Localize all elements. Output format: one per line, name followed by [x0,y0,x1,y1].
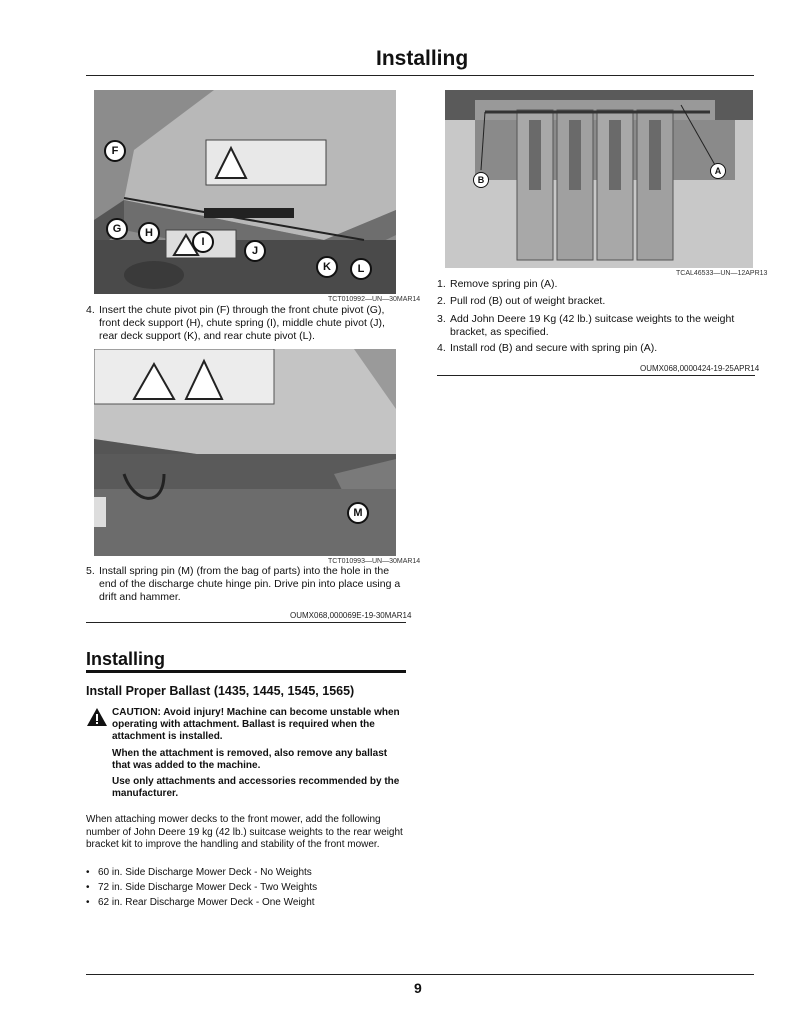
caution-ballast: When the attachment is removed, also remove any ballast that was added to the machine. [112,748,388,771]
figure1-caption: TCT010992—UN—30MAR14 [328,296,421,303]
spring-pin-illustration [94,349,396,556]
header-rule [86,75,754,76]
section-rule [86,622,406,623]
callout-f: F [104,140,126,162]
step-3: 3. Add John Deere 19 Kg (42 lb.) suitcase weights to the weight bracket, as specified. [437,313,735,338]
page-number: 9 [414,980,422,996]
step-4-right: 4. Install rod (B) and secure with spring pin (A). [437,342,658,354]
suitcase-weights-illustration [445,90,753,268]
step-text: Insert the chute pivot pin (F) through the front chute pivot (G), front deck support (H), chute spring (I), middle chute pivot (J), rear deck support (K), and rear chute pivot (L). [99,304,385,342]
callout-k: K [316,256,338,278]
caution-text: CAUTION: Avoid injury! Machine can become unstable when operating with attachment. Ballast is required when the attachment is installed. [112,707,400,742]
footer-rule [86,974,754,975]
step-text: Install spring pin (M) (from the bag of parts) into the hole in the end of the discharge chute hinge pin. Drive pin into place using a drift and hammer. [99,565,401,603]
callout-i: I [192,231,214,253]
step-4 [86,304,406,343]
page-title: Installing [376,47,469,70]
reference-code: OUMX068,000069E-19-30MAR14 [290,611,412,620]
section-rule [437,375,755,376]
suitcase-weights-photo [445,90,753,268]
callout-j: J [244,240,266,262]
section-subheading: Install Proper Ballast (1435, 1445, 1545, 1565) [86,684,355,698]
bullet-item: • 60 in. Side Discharge Mower Deck - No Weights [86,867,312,878]
step-5 [86,565,406,604]
callout-a: A [710,163,726,179]
ballast-paragraph: When attaching mower decks to the front mower, add the following number of John Deere 19 kg (42 lb.) suitcase weights to the rear weight bracket kit to improve the handling and stability of the front mower. [86,814,403,850]
chute-pivot-photo [94,90,396,294]
callout-b: B [473,172,489,188]
figure2-caption: TCT010993—UN—30MAR14 [328,558,421,565]
spring-pin-photo [94,349,396,556]
caution-accessories: Use only attachments and accessories recommended by the manufacturer. [112,776,400,799]
callout-l: L [350,258,372,280]
section-heading-rule [86,670,406,673]
callout-g: G [106,218,128,240]
reference-code: OUMX068,0000424-19-25APR14 [640,364,760,373]
bullet-item: • 72 in. Side Discharge Mower Deck - Two Weights [86,882,318,893]
callout-h: H [138,222,160,244]
warning-icon [86,707,108,727]
step-2: 2. Pull rod (B) out of weight bracket. [437,295,606,307]
section-heading: Installing [86,649,166,669]
step-number: 5. [86,565,95,577]
bullet-item: • 62 in. Rear Discharge Mower Deck - One Weight [86,897,315,908]
step-1: 1. Remove spring pin (A). [437,278,558,290]
step-number: 4. [86,304,95,316]
figure3-caption: TCAL46533—UN—12APR13 [676,270,768,277]
callout-m: M [347,502,369,524]
